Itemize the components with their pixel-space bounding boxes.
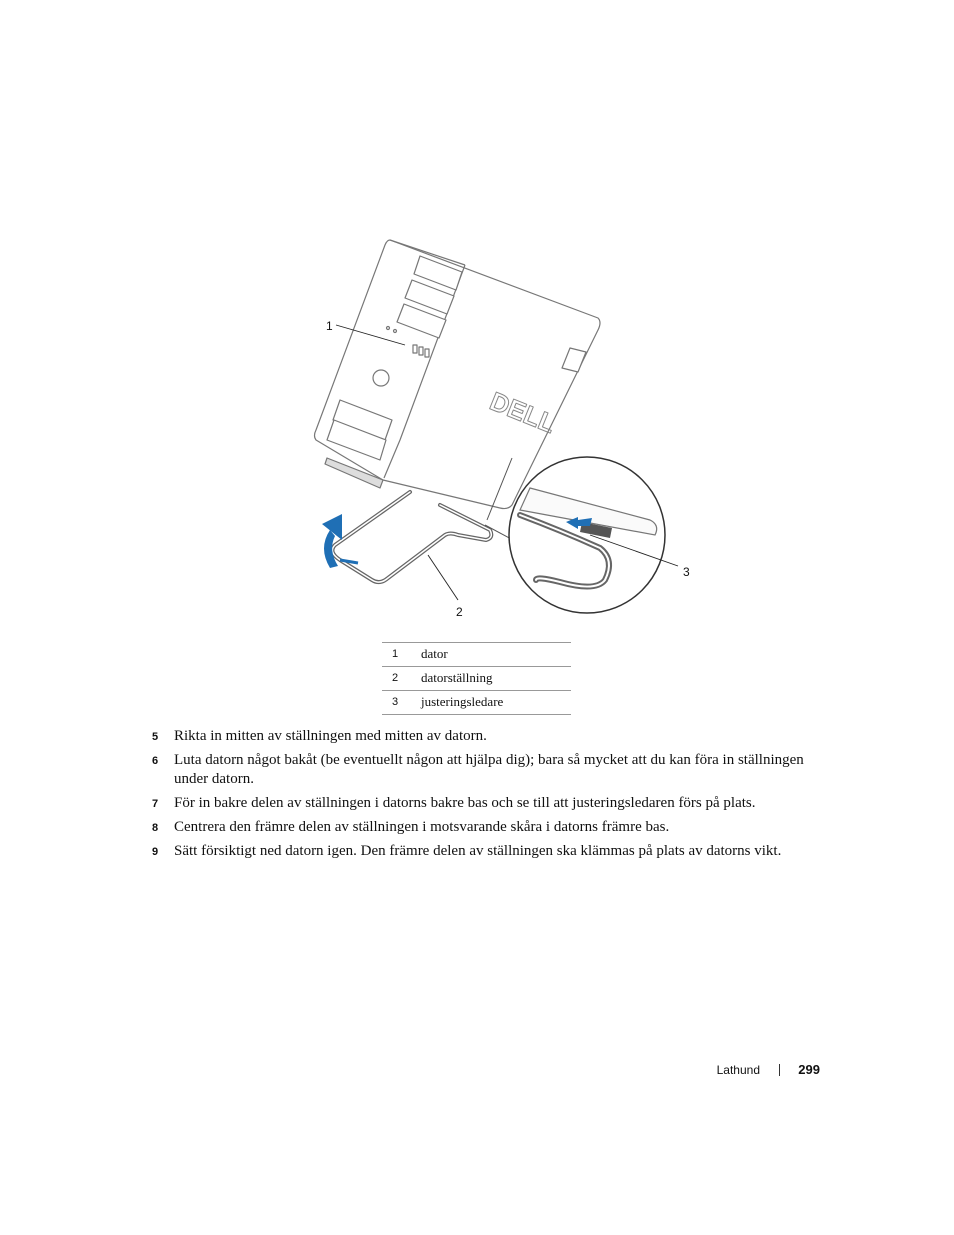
step-text: Rikta in mitten av ställningen med mitten av datorn. xyxy=(174,728,487,744)
step-item xyxy=(152,794,812,813)
step-number: 9 xyxy=(152,846,159,858)
callout-1: 1 xyxy=(326,319,333,333)
step-text: Centrera den främre delen av ställningen i motsvarande skåra i datorns främre bas. xyxy=(174,819,670,835)
step-item xyxy=(152,842,812,861)
legend-number: 1 xyxy=(382,643,421,667)
step-item xyxy=(152,727,812,746)
legend-table xyxy=(382,642,571,715)
step-item xyxy=(152,818,812,837)
page-number: 299 xyxy=(798,1062,820,1077)
step-number: 7 xyxy=(152,798,159,810)
legend-row xyxy=(382,691,571,715)
callout-2: 2 xyxy=(456,605,463,619)
legend-row xyxy=(382,643,571,667)
legend-row xyxy=(382,667,571,691)
step-number: 5 xyxy=(152,731,159,743)
step-text: Sätt försiktigt ned datorn igen. Den främre delen av ställningen ska klämmas på plats av datorns vikt. xyxy=(174,843,782,859)
legend-label: datorställning xyxy=(421,667,571,691)
dell-logo: DELL xyxy=(485,385,560,439)
step-number: 6 xyxy=(152,755,159,767)
step-number: 8 xyxy=(152,822,159,834)
step-item xyxy=(152,751,812,789)
instruction-steps xyxy=(152,727,812,866)
legend-number: 3 xyxy=(382,691,421,715)
footer-section-title: Lathund xyxy=(716,1063,760,1077)
footer-divider xyxy=(779,1064,780,1076)
legend-number: 2 xyxy=(382,667,421,691)
page-footer xyxy=(600,1062,820,1080)
step-text: Luta datorn något bakåt (be eventuellt någon att hjälpa dig); bara så mycket att du kan föra in ställningen under datorn. xyxy=(174,752,804,787)
legend-label: dator xyxy=(421,643,571,667)
step-text: För in bakre delen av ställningen i datorns bakre bas och se till att justeringsledaren förs på plats. xyxy=(174,795,756,811)
callout-3: 3 xyxy=(683,565,690,579)
legend-label: justeringsledare xyxy=(421,691,571,715)
illustration-svg xyxy=(300,228,700,628)
stand-illustration xyxy=(300,228,700,628)
